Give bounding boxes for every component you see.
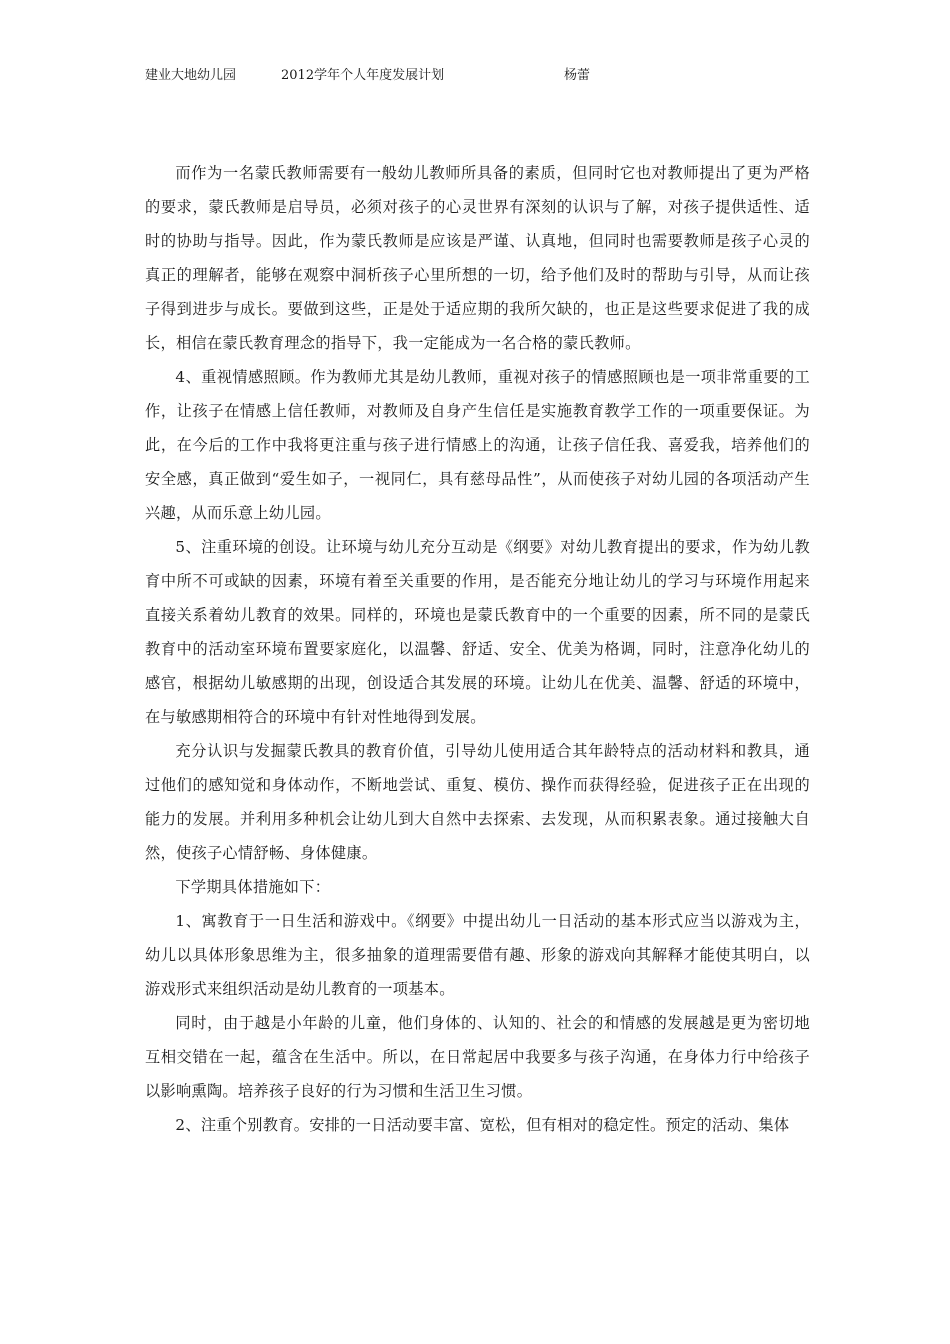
- paragraph-montessori-teacher: 而作为一名蒙氏教师需要有一般幼儿教师所具备的素质，但同时它也对教师提出了更为严格的要求，蒙氏教师是启导员，必须对孩子的心灵世界有深刻的认识与了解，对孩子提供适性、适时的协助与指导。因此，作为蒙氏教师是应该是严谨、认真地，但同时也需要教师是孩子心灵的真正的理解者，能够在观察中洞析孩子心里所想的一切，给予他们及时的帮助与引导，从而让孩子得到进步与成长。要做到这些，正是处于适应期的我所欠缺的，也正是这些要求促进了我的成长，相信在蒙氏教育理念的指导下，我一定能成为一名合格的蒙氏教师。: [145, 164, 810, 352]
- paragraph-education-in-games: 1、寓教育于一日生活和游戏中。《纲要》中提出幼儿一日活动的基本形式应当以游戏为主，幼儿以具体形象思维为主，很多抽象的道理需要借有趣、形象的游戏向其解释才能使其明白，以游戏形式来组织活动是幼儿教育的一项基本。: [145, 912, 810, 998]
- header-school-name: 建业大地幼儿园: [145, 68, 237, 83]
- paragraph-emotional-care: 4、重视情感照顾。作为教师尤其是幼儿教师，重视对孩子的情感照顾也是一项非常重要的工作，让孩子在情感上信任教师，对教师及自身产生信任是实施教育教学工作的一项重要保证。为此，在今后的工作中我将更注重与孩子进行情感上的沟通，让孩子信任我、喜爱我，培养他们的安全感，真正做到“爱生如子，一视同仁，具有慈母品性”，从而使孩子对幼儿园的各项活动产生兴趣，从而乐意上幼儿园。: [145, 368, 810, 522]
- paragraph-individual-education: 2、注重个别教育。安排的一日活动要丰富、宽松，但有相对的稳定性。预定的活动、集体: [175, 1116, 790, 1134]
- paragraph-daily-life: 同时，由于越是小年龄的儿童，他们身体的、认知的、社会的和情感的发展越是更为密切地互相交错在一起，蕴含在生活中。所以，在日常起居中我要多与孩子沟通，在身体力行中给孩子以影响熏陶。培养孩子良好的行为习惯和生活卫生习惯。: [145, 1014, 810, 1100]
- page-header: [145, 66, 845, 86]
- header-author: 杨蕾: [564, 68, 591, 83]
- paragraph-teaching-aids: 充分认识与发掘蒙氏教具的教育价值，引导幼儿使用适合其年龄特点的活动材料和教具，通过他们的感知觉和身体动作，不断地尝试、重复、模仿、操作而获得经验，促进孩子正在出现的能力的发展。并利用多种机会让幼儿到大自然中去探索、去发现，从而积累表象。通过接触大自然，使孩子心情舒畅、身体健康。: [145, 742, 810, 862]
- paragraph-measures-heading: 下学期具体措施如下：: [175, 878, 331, 896]
- document-body: [145, 156, 810, 1142]
- paragraph-environment: 5、注重环境的创设。让环境与幼儿充分互动是《纲要》对幼儿教育提出的要求，作为幼儿教育中所不可或缺的因素，环境有着至关重要的作用，是否能充分地让幼儿的学习与环境作用起来直接关系着幼儿教育的效果。同样的，环境也是蒙氏教育中的一个重要的因素，所不同的是蒙氏教育中的活动室环境布置要家庭化，以温馨、舒适、安全、优美为格调，同时，注意净化幼儿的感官，根据幼儿敏感期的出现，创设适合其发展的环境。让幼儿在优美、温馨、舒适的环境中，在与敏感期相符合的环境中有针对性地得到发展。: [145, 538, 810, 726]
- header-plan-title: 2012学年个人年度发展计划: [281, 68, 445, 83]
